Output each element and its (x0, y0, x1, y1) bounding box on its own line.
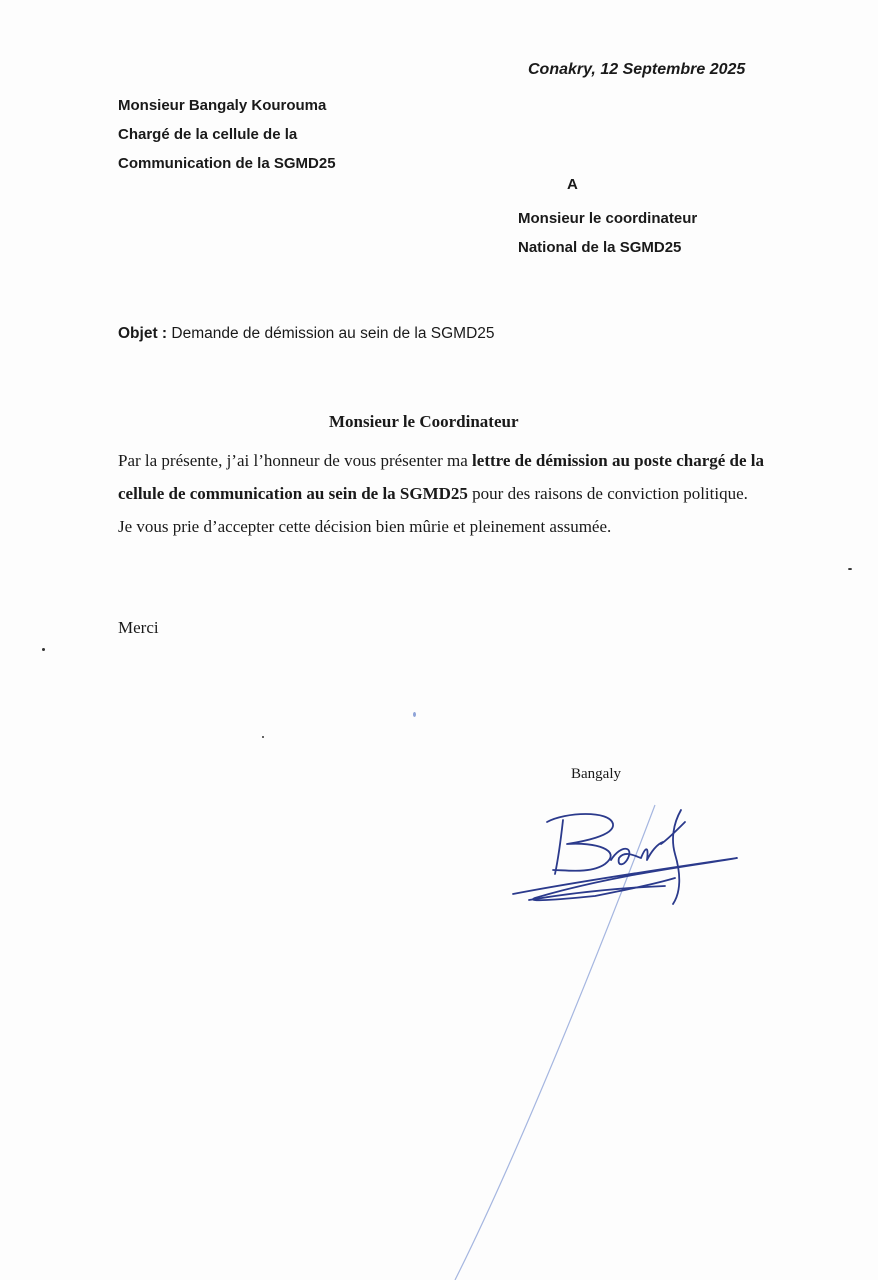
paper-speck (262, 736, 264, 738)
subject-line (118, 325, 495, 343)
paper-speck (413, 712, 416, 717)
recipient-prefix: A (567, 176, 578, 193)
paper-speck (848, 568, 852, 570)
sender-line: Communication de la SGMD25 (118, 155, 336, 172)
subject-label: Objet : (118, 325, 168, 342)
handwritten-signature (495, 800, 755, 920)
paragraph (118, 444, 768, 510)
sender-line: Chargé de la cellule de la (118, 126, 298, 143)
paragraph-text: pour des raisons de conviction politique. (472, 484, 748, 503)
sender-block (118, 91, 336, 178)
paragraph-text: Par la présente, j’ai l’honneur de vous présenter ma (118, 451, 468, 470)
salutation: Monsieur le Coordinateur (329, 412, 519, 431)
closing: Merci (118, 618, 159, 637)
letter-body (118, 444, 768, 543)
paper-speck (42, 648, 45, 651)
paragraph: Je vous prie d’accepter cette décision bien mûrie et pleinement assumée. (118, 517, 612, 536)
recipient-block (518, 204, 697, 262)
sender-line: Monsieur Bangaly Kourouma (118, 97, 327, 114)
letter-date: Conakry, 12 Septembre 2025 (528, 61, 746, 78)
signature-name: Bangaly (571, 766, 621, 782)
recipient-line: Monsieur le coordinateur (518, 210, 698, 227)
subject-text: Demande de démission au sein de la SGMD25 (171, 325, 495, 342)
paragraph-bold-text: lettre de démission au poste chargé de la cellule de communication au sein de la SGMD25 (118, 451, 765, 503)
recipient-line: National de la SGMD25 (518, 239, 682, 256)
